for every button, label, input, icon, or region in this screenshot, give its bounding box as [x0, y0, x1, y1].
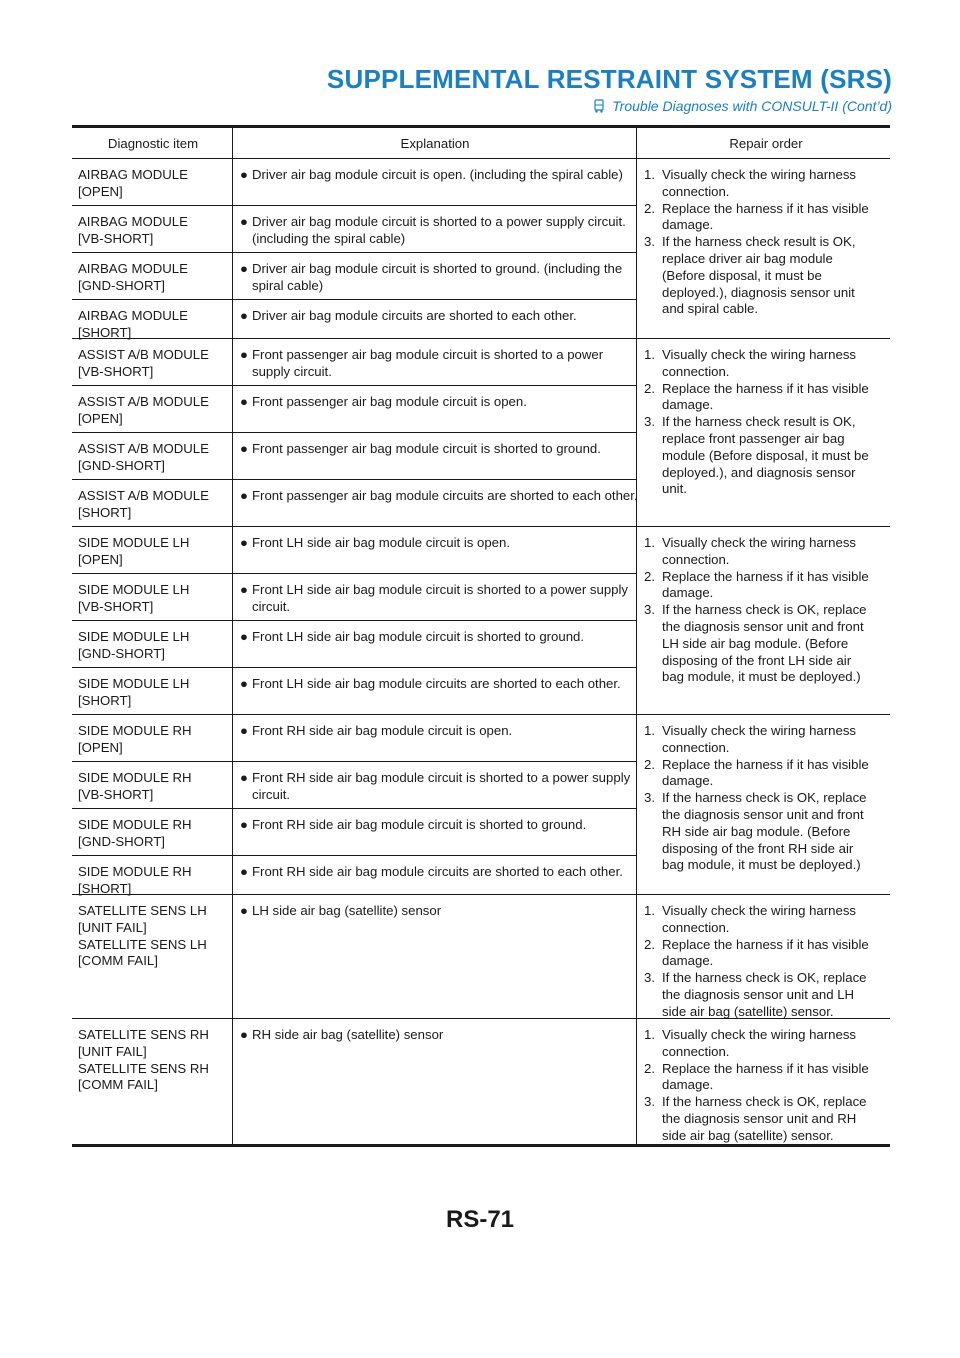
repair-step	[644, 381, 888, 415]
item-line: AIRBAG MODULE	[78, 167, 188, 182]
repair-step	[644, 790, 888, 874]
step-line: and spiral cable.	[662, 301, 759, 317]
repair-step	[644, 602, 888, 686]
item-line: [OPEN]	[78, 739, 123, 755]
row-divider	[72, 855, 636, 856]
step-line: Replace the harness if it has visible	[662, 568, 869, 584]
step-number: 1.	[644, 167, 655, 182]
step-line: bag module, it must be deployed.)	[662, 669, 861, 685]
diagnostic-item	[78, 308, 228, 342]
item-line: SIDE MODULE LH	[78, 582, 190, 597]
bullet-icon: ●	[240, 770, 248, 785]
step-number: 3.	[644, 234, 655, 250]
step-line: damage.	[662, 585, 714, 601]
step-line: disposing of the front RH side air	[662, 840, 854, 856]
step-number: 3.	[644, 414, 655, 430]
header-explanation: Explanation	[400, 136, 470, 151]
step-number: 2.	[644, 380, 655, 396]
subtitle-text: Trouble Diagnoses with CONSULT-II (Cont’d)	[612, 98, 892, 114]
step-line: Replace the harness if it has visible	[662, 200, 869, 216]
item-line: [GND-SHORT]	[78, 645, 165, 661]
repair-step	[644, 234, 888, 318]
step-line: Replace the harness if it has visible	[662, 380, 869, 396]
explanation-text: Front RH side air bag module circuits are shorted to each other.	[252, 864, 623, 879]
step-line: connection.	[662, 739, 730, 755]
row-divider	[72, 573, 636, 574]
explanation	[240, 676, 642, 693]
header-diagnostic-item: Diagnostic item	[107, 136, 199, 151]
row-divider	[72, 526, 890, 527]
diagnostic-item	[78, 394, 228, 428]
diagnostic-item	[78, 817, 228, 851]
bullet-icon: ●	[240, 864, 248, 879]
step-line: connection.	[662, 1043, 730, 1059]
item-line: ASSIST A/B MODULE	[78, 441, 209, 456]
item-line: [COMM FAIL]	[78, 1077, 158, 1093]
step-number: 3.	[644, 1094, 655, 1110]
step-line: disposing of the front LH side air	[662, 652, 852, 668]
step-number: 2.	[644, 936, 655, 952]
repair-step	[644, 569, 888, 603]
step-number: 1.	[644, 535, 655, 550]
explanation-text: Front RH side air bag module circuit is shorted to a power supply circuit.	[252, 770, 631, 802]
step-number: 3.	[644, 970, 655, 986]
explanation	[240, 347, 642, 381]
diagnostic-item	[78, 488, 228, 522]
step-line: If the harness check result is OK,	[662, 234, 856, 250]
page-number: RS-71	[445, 1206, 515, 1233]
step-line: Visually check the wiring harness	[662, 347, 857, 362]
repair-step	[644, 347, 888, 381]
repair-step	[644, 1094, 888, 1144]
item-line: [GND-SHORT]	[78, 277, 165, 293]
step-line: replace driver air bag module	[662, 250, 833, 266]
diagnostic-table	[72, 128, 890, 1144]
step-line: connection.	[662, 551, 730, 567]
bullet-icon: ●	[240, 214, 248, 229]
explanation	[240, 214, 642, 248]
item-line: ASSIST A/B MODULE	[78, 394, 209, 409]
repair-order	[644, 347, 888, 498]
bullet-icon: ●	[240, 347, 248, 362]
diagnostic-item	[78, 629, 228, 663]
step-line: deployed.), diagnosis sensor unit	[662, 284, 855, 300]
row-divider	[72, 714, 890, 715]
step-line: damage.	[662, 1077, 714, 1093]
row-divider	[72, 808, 636, 809]
diagnostic-item	[78, 261, 228, 295]
item-line: [OPEN]	[78, 551, 123, 567]
step-line: connection.	[662, 919, 730, 935]
repair-step	[644, 167, 888, 201]
step-number: 2.	[644, 200, 655, 216]
step-number: 2.	[644, 1060, 655, 1076]
row-divider	[72, 385, 636, 386]
step-line: unit.	[662, 481, 687, 497]
step-line: bag module, it must be deployed.)	[662, 857, 861, 873]
repair-step	[644, 937, 888, 971]
step-line: damage.	[662, 773, 714, 789]
diagnostic-item	[78, 214, 228, 248]
step-line: LH side air bag module. (Before	[662, 635, 849, 651]
repair-order	[644, 903, 888, 1021]
row-divider	[72, 158, 890, 159]
step-line: the diagnosis sensor unit and LH	[662, 986, 855, 1002]
diagnostic-item	[78, 723, 228, 757]
step-number: 1.	[644, 1027, 655, 1042]
bullet-icon: ●	[240, 488, 248, 503]
item-line: [VB-SHORT]	[78, 786, 154, 802]
bullet-icon: ●	[240, 167, 248, 182]
header-repair-order: Repair order	[729, 136, 803, 151]
step-line: the diagnosis sensor unit and front	[662, 806, 864, 822]
step-line: side air bag (satellite) sensor.	[662, 1127, 834, 1143]
bullet-icon: ●	[240, 535, 248, 550]
step-number: 1.	[644, 347, 655, 362]
step-line: Visually check the wiring harness	[662, 723, 857, 738]
explanation	[240, 488, 642, 505]
step-line: the diagnosis sensor unit and RH	[662, 1110, 857, 1126]
step-line: side air bag (satellite) sensor.	[662, 1003, 834, 1019]
diagnostic-item	[78, 903, 228, 970]
item-line: SIDE MODULE RH	[78, 817, 192, 832]
explanation	[240, 308, 642, 325]
bullet-icon: ●	[240, 582, 248, 597]
step-line: damage.	[662, 397, 714, 413]
repair-step	[644, 414, 888, 498]
row-divider	[72, 252, 636, 253]
step-line: Visually check the wiring harness	[662, 535, 857, 550]
repair-step	[644, 1027, 888, 1061]
item-line: [OPEN]	[78, 183, 123, 199]
explanation-text: Front LH side air bag module circuits are shorted to each other.	[252, 676, 621, 691]
repair-step	[644, 1061, 888, 1095]
step-number: 3.	[644, 790, 655, 806]
bullet-icon: ●	[240, 817, 248, 832]
explanation	[240, 723, 642, 740]
explanation	[240, 817, 642, 834]
diagnostic-item	[78, 535, 228, 569]
explanation	[240, 903, 642, 920]
explanation	[240, 441, 642, 458]
explanation-text: Front passenger air bag module circuit is shorted to ground.	[252, 441, 601, 456]
step-line: RH side air bag module. (Before	[662, 823, 851, 839]
explanation-text: RH side air bag (satellite) sensor	[252, 1027, 444, 1042]
item-line: SIDE MODULE LH	[78, 676, 190, 691]
step-line: replace front passenger air bag	[662, 430, 845, 446]
repair-step	[644, 757, 888, 791]
explanation-text: Driver air bag module circuit is shorted to a power supply circuit. (including the spiral cable)	[252, 214, 626, 246]
explanation-text: Front passenger air bag module circuits are shorted to each other.	[252, 488, 638, 503]
repair-step	[644, 723, 888, 757]
step-line: damage.	[662, 217, 714, 233]
explanation-text: LH side air bag (satellite) sensor	[252, 903, 442, 918]
bullet-icon: ●	[240, 629, 248, 644]
row-divider	[72, 479, 636, 480]
item-line: SATELLITE SENS LH	[78, 936, 207, 952]
item-line: SATELLITE SENS LH	[78, 903, 207, 918]
bullet-icon: ●	[240, 903, 248, 918]
diagnostic-item	[78, 770, 228, 804]
explanation-text: Front passenger air bag module circuit is shorted to a power supply circuit.	[252, 347, 604, 379]
repair-order	[644, 1027, 888, 1145]
item-line: AIRBAG MODULE	[78, 214, 188, 229]
item-line: [SHORT]	[78, 324, 132, 340]
explanation-text: Driver air bag module circuit is open. (including the spiral cable)	[252, 167, 623, 182]
explanation-text: Front RH side air bag module circuit is open.	[252, 723, 513, 738]
step-line: Visually check the wiring harness	[662, 903, 857, 918]
repair-step	[644, 201, 888, 235]
item-line: SIDE MODULE RH	[78, 723, 192, 738]
item-line: [UNIT FAIL]	[78, 919, 147, 935]
table-bottom-rule	[72, 1144, 890, 1147]
item-line: ASSIST A/B MODULE	[78, 488, 209, 503]
item-line: ASSIST A/B MODULE	[78, 347, 209, 362]
explanation	[240, 770, 642, 804]
step-line: Visually check the wiring harness	[662, 1027, 857, 1042]
section-title: SUPPLEMENTAL RESTRAINT SYSTEM (SRS)	[326, 64, 892, 94]
bullet-icon: ●	[240, 261, 248, 276]
diagnostic-item	[78, 441, 228, 475]
step-line: Replace the harness if it has visible	[662, 1060, 869, 1076]
explanation	[240, 629, 642, 646]
row-divider	[72, 205, 636, 206]
explanation	[240, 167, 642, 184]
row-divider	[72, 761, 636, 762]
step-line: If the harness check is OK, replace	[662, 1094, 867, 1110]
step-line: Replace the harness if it has visible	[662, 936, 869, 952]
item-line: SIDE MODULE LH	[78, 629, 190, 644]
step-number: 1.	[644, 723, 655, 738]
item-line: [SHORT]	[78, 692, 132, 708]
bullet-icon: ●	[240, 441, 248, 456]
item-line: [VB-SHORT]	[78, 598, 154, 614]
item-line: [SHORT]	[78, 504, 132, 520]
step-line: If the harness check is OK, replace	[662, 970, 867, 986]
explanation	[240, 394, 642, 411]
step-line: If the harness check result is OK,	[662, 414, 856, 430]
bullet-icon: ●	[240, 676, 248, 691]
item-line: [SHORT]	[78, 880, 132, 896]
explanation-text: Front passenger air bag module circuit is open.	[252, 394, 527, 409]
step-line: Replace the harness if it has visible	[662, 756, 869, 772]
step-line: deployed.), and diagnosis sensor	[662, 464, 856, 480]
item-line: [VB-SHORT]	[78, 363, 154, 379]
item-line: SIDE MODULE LH	[78, 535, 190, 550]
bullet-icon: ●	[240, 1027, 248, 1042]
item-line: [COMM FAIL]	[78, 953, 158, 969]
step-number: 2.	[644, 568, 655, 584]
explanation-text: Driver air bag module circuits are shorted to each other.	[252, 308, 577, 323]
step-line: If the harness check is OK, replace	[662, 602, 867, 618]
repair-step	[644, 903, 888, 937]
bullet-icon: ●	[240, 723, 248, 738]
step-line: damage.	[662, 953, 714, 969]
repair-order	[644, 167, 888, 318]
diagnostic-item	[78, 864, 228, 898]
step-number: 1.	[644, 903, 655, 918]
item-line: [UNIT FAIL]	[78, 1043, 147, 1059]
item-line: SATELLITE SENS RH	[78, 1060, 209, 1076]
step-line: Visually check the wiring harness	[662, 167, 857, 182]
step-line: the diagnosis sensor unit and front	[662, 618, 864, 634]
step-number: 3.	[644, 602, 655, 618]
explanation	[240, 582, 642, 616]
step-number: 2.	[644, 756, 655, 772]
diagnostic-item	[78, 167, 228, 201]
item-line: [GND-SHORT]	[78, 457, 165, 473]
bullet-icon: ●	[240, 394, 248, 409]
explanation	[240, 864, 642, 881]
explanation-text: Front RH side air bag module circuit is shorted to ground.	[252, 817, 587, 832]
diagnostic-item	[78, 347, 228, 381]
explanation	[240, 1027, 642, 1044]
row-divider	[72, 620, 636, 621]
explanation	[240, 535, 642, 552]
item-line: SIDE MODULE RH	[78, 864, 192, 879]
step-line: connection.	[662, 363, 730, 379]
row-divider	[72, 432, 636, 433]
repair-order	[644, 535, 888, 686]
srs-icon	[592, 99, 606, 113]
step-line: connection.	[662, 183, 730, 199]
item-line: SIDE MODULE RH	[78, 770, 192, 785]
diagnostic-item	[78, 1027, 228, 1094]
item-line: [VB-SHORT]	[78, 230, 154, 246]
diagnostic-item	[78, 582, 228, 616]
item-line: SATELLITE SENS RH	[78, 1027, 209, 1042]
diagnostic-item	[78, 676, 228, 710]
item-line: AIRBAG MODULE	[78, 308, 188, 323]
explanation-text: Driver air bag module circuit is shorted to ground. (including the spiral cable)	[252, 261, 623, 293]
section-subtitle	[592, 98, 892, 114]
column-divider	[232, 128, 233, 1144]
bullet-icon: ●	[240, 308, 248, 323]
row-divider	[72, 667, 636, 668]
repair-order	[644, 723, 888, 874]
row-divider	[72, 299, 636, 300]
explanation-text: Front LH side air bag module circuit is shorted to a power supply circuit.	[252, 582, 629, 614]
step-line: module (Before disposal, it must be	[662, 447, 869, 463]
explanation-text: Front LH side air bag module circuit is shorted to ground.	[252, 629, 585, 644]
step-line: If the harness check is OK, replace	[662, 790, 867, 806]
explanation	[240, 261, 642, 295]
step-line: (Before disposal, it must be	[662, 267, 822, 283]
explanation-text: Front LH side air bag module circuit is open.	[252, 535, 511, 550]
item-line: [GND-SHORT]	[78, 833, 165, 849]
repair-step	[644, 970, 888, 1020]
repair-step	[644, 535, 888, 569]
item-line: [OPEN]	[78, 410, 123, 426]
item-line: AIRBAG MODULE	[78, 261, 188, 276]
